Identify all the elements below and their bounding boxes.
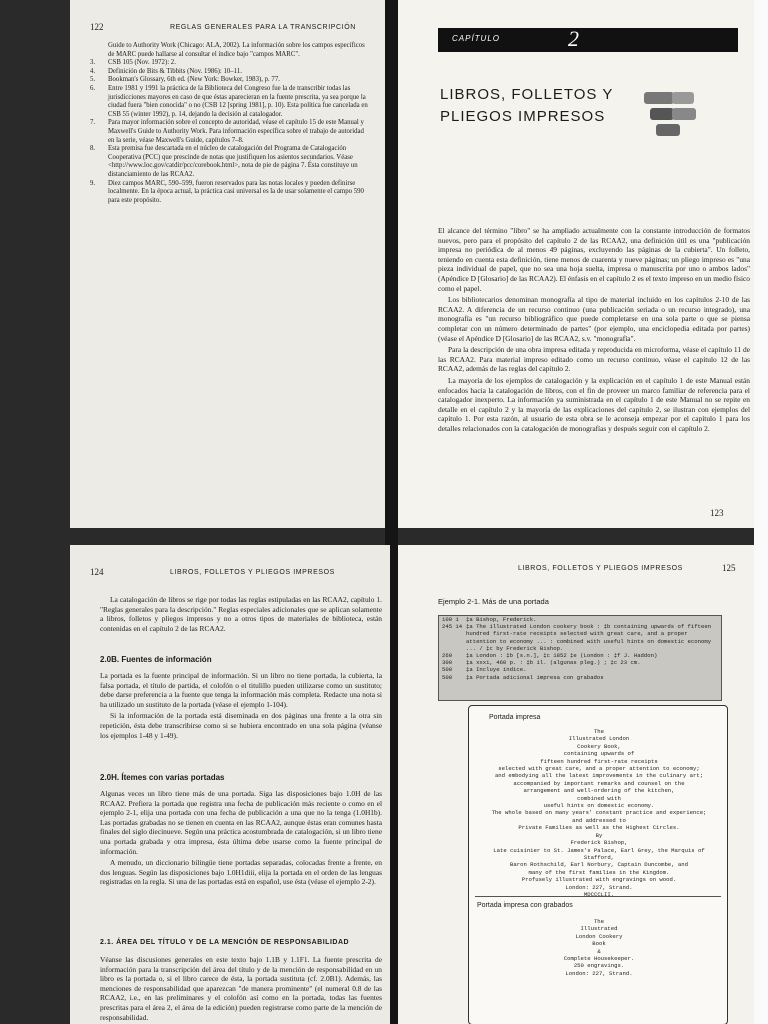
chapter-title: LIBROS, FOLLETOS Y PLIEGOS IMPRESOS [440, 86, 614, 125]
chapter-label: CAPÍTULO [452, 34, 501, 43]
chapter-body [438, 226, 750, 435]
section-heading: 2.0B. Fuentes de información [100, 655, 212, 664]
marc-field: 100 1 ‡a Bishop, Frederick. [442, 616, 537, 623]
footnote: 5. Bookman's Glossary, 6th ed. (New York: Bowker, 1983), p. 77. [90, 76, 280, 84]
example-title: Ejemplo 2-1. Más de una portada [438, 597, 549, 606]
body-paragraph: Algunas veces un libro tiene más de una portada. Siga las disposiciones bajo 1.0H de las RCAA2. Prefiera la portada que registra una fecha de publicación más reciente o como en el ejemplo 2-1, elija una portada con una fecha de publicación a una que no la tenga (1.0H1b). Las portadas grabadas no se tienen en cuenta en las RCAA2, aunque éstas eran comunes hasta finales del siglo diecinueve. Según una práctica acostumbrada de catalogación, si un libro tiene una portada grabada y otra impresa, ésta última debe usarse como la fuente principal de información. [100, 789, 382, 856]
engraved-title-label: Portada impresa con grabados [477, 902, 573, 909]
body-paragraph: La catalogación de libros se rige por todas las reglas estipuladas en las RCAA2, capítulo 1. "Reglas generales para la descripción." Reglas especiales adicionales que se aplican solamente a libros, folletos y pliegos impresos y no a otros tipos de materiales de biblioteca, están contenidas en el capítulo 2 de las RCAA2. [100, 595, 382, 633]
page-edge [754, 0, 768, 1024]
footnote: 7. Para mayor información sobre el concepto de autoridad, véase el capítulo 15 de este Manual y Maxwell's Guide to Authority Work. Para información específica sobre el trabajo de autoridad en la serie, véase Maxwell's Guide, capítulos 7–8. [90, 119, 364, 144]
section-heading: 2.1. ÁREA DEL TÍTULO Y DE LA MENCIÓN DE RESPONSABILIDAD [100, 939, 350, 946]
printed-title-text: The Illustrated London Cookery Book, containing upwards of fifteen hundred first-rate receipts selected with great care, and a proper attention to economy; and embodying all the latest improvements in the culinary art; accompanied by important remarks and counsel on the arrangement and well-ordering of the kitchen, combined with useful hints on domestic economy. The whole based on many years' constant practice and experience; and addressed to Private Families as well as the Highest Circles. By Frederick Bishop, Late cuisinier to St. James's Palace, Earl Grey, the Marquis of Stafford, Baron Rothschild, Earl Norbury, Captain Duncombe, and many of the first families in the Kingdom. Profusely illustrated with engravings on wood. London: 227, Strand. MDCCCLII. [491, 728, 707, 898]
marc-record [438, 615, 722, 701]
page-number: 125 [722, 563, 736, 573]
page-number: 123 [710, 508, 724, 518]
body-paragraph: Véanse las discusiones generales en este texto bajo 1.1B y 1.1F1. La fuente prescrita de información para la transcripción del área del título y de la mención de responsabilidad en un libro es la portada o, si el libro carece de ésta, la portada sustituta (cf. 2.0B1). Además, las menciones de responsabilidad que aparezcan "de manera prominente" (el numeral 0.8 de las RCAA2, i.e., en las preliminares y el colofón así como en la portada, todas las fuentes prescritas para el área 2, el área de la edición) pueden registrarse como parte de la mención de responsabilidad. [100, 955, 382, 1022]
marc-field: 500 ‡a Portada adicional impresa con grabados [442, 673, 604, 681]
divider [475, 896, 721, 897]
marc-field: 500 ‡a Incluye índice. [442, 666, 527, 674]
running-header: REGLAS GENERALES PARA LA TRANSCRIPCIÓN [170, 24, 356, 31]
marc-field: 300 ‡a xxxi, 460 p. : ‡b il. (algunas pleg.) ; ‡c 23 cm. [442, 659, 641, 667]
body-paragraph: Los bibliotecarios denominan monografía al tipo de material incluido en los capítulos 2-10 de las RCAA2. A diferencia de un recurso continuo (una publicación seriada o un recurso integrado), una monografía es "un recurso bibliográfico que puede completarse en una sola parte o que se piensa completar con un número determinado de partes" (por ejemplo, una enciclopedia editada por partes) (véase el Apéndice D [Glosario] de las RCAA2, s.v. "monografía". [438, 295, 750, 343]
footnote: 3. CSB 105 (Nov. 1972): 2. [90, 59, 176, 67]
body-paragraph: Si la información de la portada está diseminada en dos páginas una frente a la otra sin repetición, ésta debe transcribirse como si se hubiera encontrado en una sola página (véanse los ejemplos 1-48 y 1-49). [100, 711, 382, 740]
section-body [100, 671, 382, 742]
page-125 [398, 545, 754, 1024]
chapter-banner [438, 28, 738, 52]
printed-title-label: Portada impresa [489, 714, 541, 721]
intro-text [100, 595, 382, 635]
page-124 [70, 545, 390, 1024]
body-paragraph: La portada es la fuente principal de información. Si un libro no tiene portada, la cubierta, la falsa portada, el título de partida, el colofón o el titulillo pueden utilizarse como un sustituto; debe darse preferencia a la fuente que tenga la información más completa. Redacte una nota si ha utilizado un sustituto de la portada (véase el ejemplo 1-104). [100, 671, 382, 709]
marc-field: 260 ‡a London : ‡b [s.n.], ‡c 1852 ‡e (London : ‡f J. Haddon) [442, 652, 658, 660]
page-122 [70, 0, 385, 528]
footnote: 9. Diez campos MARC, 590–599, fueron reservados para las notas locales y pueden definirse localmente. En la época actual, la práctica casi universal es la de usar solamente el campo 590 para este propósito. [90, 179, 364, 204]
page-number: 124 [90, 567, 104, 577]
chapter-number: 2 [568, 26, 579, 51]
footnote: 4. Definición de Bits & Tibbits (Nov. 1986): 10–11. [90, 67, 242, 75]
body-paragraph: El alcance del término "libro" se ha ampliado actualmente con la constante introducción de formatos nuevos, pero para el propósito del capítulo 2 de las RCAA2, una definición útil es una "publicación impresa no periódica de al menos 49 páginas, excluyendo las páginas de la cubierta". Un folleto, teniendo en cuenta esta definición, tiene menos de cuarenta y nueve páginas; un pliego impreso es "una pieza individual de papel, que no sea una hoja suelta, impresa o manuscrita por uno o ambos lados" (Apéndice D [Glosario] de las RCAA2). El énfasis en el capítulo 2 es el texto impreso en un medio físico como el papel. [438, 226, 750, 293]
section-body [100, 789, 382, 889]
body-paragraph: La mayoría de los ejemplos de catalogación y la explicación en el capítulo 1 de este Manual están enfocados hacia la catalogación de libros, con el fin de proveer un marco familiar de referencia para el catalogador inexperto. La información ya suministrada en el capítulo 1 de este Manual no se repite en detalle en el capítulo 2 y la mayoría de las explicaciones del capítulo 2, se ilustran con ejemplos del capítulo 1. Por esta razón, al usuario de esta obra se le aconseja empezar por el capítulo 1 para los detalles relacionados con la catalogación de monografías y después seguir con el capítulo 2. [438, 375, 750, 433]
footnote: Guide to Authority Work (Chicago: ALA, 2002). La información sobre los campos específicos de MARC puede hallarse al consultar el índice bajo "campos MARC". [108, 42, 365, 58]
page-number: 122 [90, 22, 104, 32]
engraved-title-text: The Illustrated London Cookery Book & Complete Housekeeper. 250 engravings. London: 227, Strand. [563, 918, 635, 977]
marc-field: 245 14 ‡a The illustrated London cookery book : ‡b containing upwards of fifteen hundred first-rate receipts selected with great care, and a proper attention to economy ... : combined with useful hints on domestic economy ... / ‡c by Frederick Bishop. [442, 623, 712, 652]
body-paragraph: A menudo, un diccionario bilingüe tiene portadas separadas, colocadas frente a frente, en dos lenguas. Según las disposiciones bajo 1.0H1diii, elija la portada en el orden de las lenguas registradas en la regla. Si una de las portadas está en español, use ésta (véase el ejemplo 2-2). [100, 858, 382, 887]
footnotes-list [90, 42, 370, 205]
running-header: LIBROS, FOLLETOS Y PLIEGOS IMPRESOS [518, 565, 683, 572]
title-page-transcription [468, 705, 728, 1024]
footnote: 6. Entre 1981 y 1991 la práctica de la Biblioteca del Congreso fue la de transcribir todas las jurisdicciones mayores en caso de que éstas aparecieran en la fuente prescrita, ya sea porque la ciudad fuera "bien conocida" o no (CSB 12 [spring 1981], p. 10). Esta política fue cancelada en CSB 55 (winter 1992), p. 14, dejando la decisión al catalogador. [90, 84, 368, 118]
running-header: LIBROS, FOLLETOS Y PLIEGOS IMPRESOS [170, 569, 335, 576]
body-paragraph: Para la descripción de una obra impresa editada y reproducida en microforma, véase el capítulo 11 de las RCAA2. Para material impreso editado como un recurso continuo, véase el capítulo 12 de las RCAA2, además de las reglas del capítulo 2. [438, 345, 750, 374]
page-123 [398, 0, 754, 528]
decorative-blocks-icon [642, 86, 698, 146]
section-body [100, 955, 382, 1024]
section-heading: 2.0H. Ítemes con varias portadas [100, 773, 225, 782]
footnote: 8. Esta premisa fue descartada en el núcleo de catalogación del Programa de Catalogación Cooperativa (PCC) que prescinde de notas que justifiquen los asientos secundarios. Véase <http://www.loc.gov/catdir/pcc/corebook.html>, nota de pie de página 7. Ésta constituye un distanciamiento de las RCAA2. [90, 145, 358, 178]
